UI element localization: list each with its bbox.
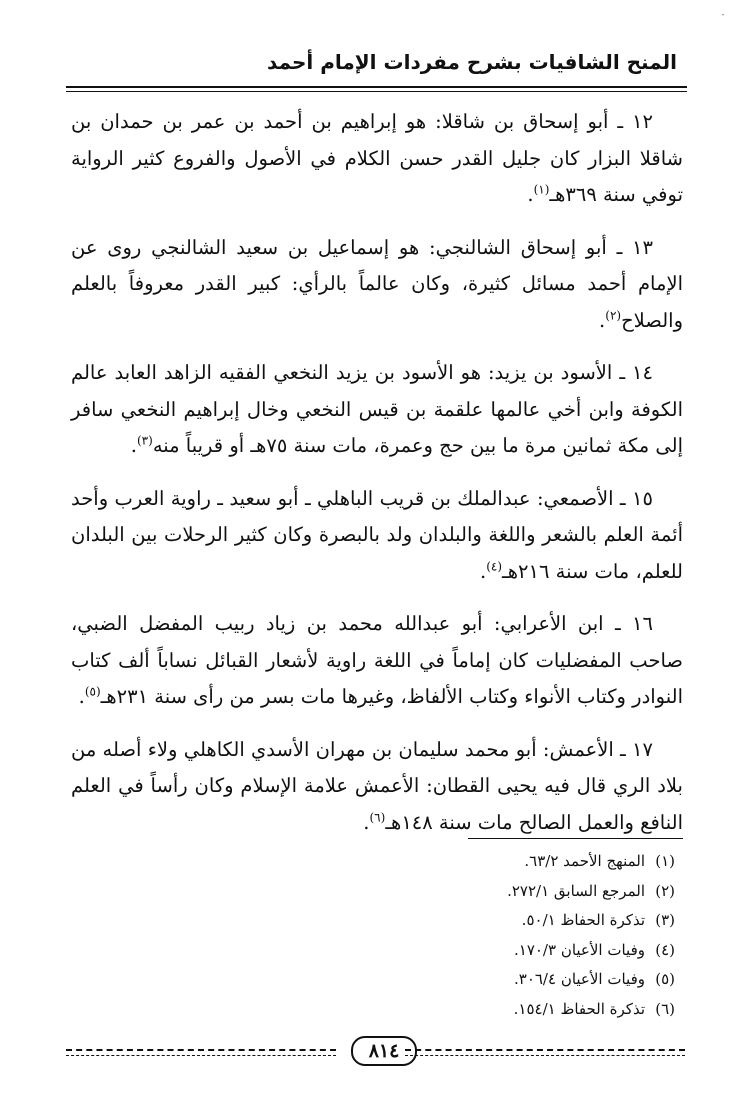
footnotes-list [75,847,675,1024]
footnote-number: (٦) [655,999,675,1018]
entry-text: ١٤ ـ الأسود بن يزيد: هو الأسود بن يزيد النخعي الفقيه الزاهد العابد عالم الكوفة وابن أخي عالمها علقمة بن قيس النخعي وخال إبراهيم النخعي سافر إلى مكة ثمانين مرة ما بين حج وعمرة، مات سنة ٧٥هـ أو قريباً منه [71,361,683,457]
footnote-item [75,877,675,907]
footnote-number: (٤) [655,940,675,959]
footnote-number: (٥) [655,970,675,988]
footer-dashed-rule-right-thin [405,1055,685,1056]
footnote-item [75,995,675,1025]
footer-dashed-rule-right [405,1049,685,1051]
page-number: ٨١٤ [351,1036,417,1066]
footer-dashed-rule-left [66,1049,336,1051]
footnote-item [75,847,675,877]
entry-end: . [479,559,487,583]
entry-text: ١٧ ـ الأعمش: أبو محمد سليمان بن مهران الأسدي الكاهلي ولاء أصله من بلاد الري قال فيه يحيى القطان: الأعمش علامة الإسلام وكان رأساً في العلم النافع والعمل الصالح مات سنة ١٤٨هـ [71,737,683,834]
footnote-number: (١) [655,852,675,870]
footer-ornament [66,1036,685,1066]
footnote-ref: (٦) [369,810,386,824]
footnote-text: وفيات الأعيان ١٧٠/٣. [513,940,645,959]
entry-text: ١٣ ـ أبو إسحاق الشالنجي: هو إسماعيل بن سعيد الشالنجي روى عن الإمام أحمد مسائل كثيرة، وكان عالماً بالرأي: كبير القدر معروفاً بالعلم والصلاح [71,235,683,332]
entry-end: . [527,183,534,206]
footnote-item [75,906,675,936]
footnote-text: تذكرة الحفاظ ١٥٤/١. [513,999,645,1018]
entry-end: . [130,434,137,457]
footnote-ref: (٤) [486,559,503,573]
corner-mark: · [721,8,725,22]
footnote-ref: (٣) [136,433,153,448]
entry-15 [71,481,683,591]
entry-14 [71,355,683,465]
header-rule [66,86,687,92]
footnote-text: المرجع السابق ٢٧٢/١. [507,881,645,900]
entry-end: . [78,685,85,708]
footnote-item [75,936,675,966]
running-title: المنح الشافيات بشرح مفردات الإمام أحمد [267,50,677,74]
entry-17 [71,732,683,842]
footnote-ref: (٥) [84,684,101,699]
entry-end: . [363,810,370,834]
footnote-item [75,965,675,995]
footnote-ref: (١) [533,182,550,197]
main-text [71,104,683,857]
footnote-rule [468,838,683,839]
entry-text: ١٦ ـ ابن الأعرابي: أبو عبدالله محمد بن زياد ربيب المفضل الضبي، صاحب المفضليات كان إماماً في اللغة راوية لأشعار القبائل نساباً ألف كتاب النوادر وكتاب الأنواء وكتاب الألفاظ، وغيرها مات بسر من رأى سنة ٢٣١هـ [71,612,683,708]
footnote-text: المنهج الأحمد ٦٣/٢. [524,852,645,870]
footnote-text: وفيات الأعيان ٣٠٦/٤. [513,970,645,988]
entry-13 [71,230,683,340]
entry-end: . [599,308,606,332]
footnote-number: (٢) [655,881,675,900]
entry-12 [71,104,683,214]
footnote-ref: (٢) [605,308,622,322]
entry-text: ١٥ ـ الأصمعي: عبدالملك بن قريب الباهلي ـ أبو سعيد ـ راوية العرب وأحد أئمة العلم بالشعر واللغة والبلدان ولد بالبصرة وكان كثير الرحلات بين البلدان للعلم، مات سنة ٢١٦هـ [71,486,683,583]
entry-text: ١٢ ـ أبو إسحاق بن شاقلا: هو إبراهيم بن أحمد بن عمر بن حمدان بن شاقلا البزار كان جليل القدر حسن الكلام في الأصول والفروع كثير الرواية توفي سنة ٣٦٩هـ [71,110,683,206]
footer-dashed-rule-left-thin [66,1055,336,1056]
footnote-text: تذكرة الحفاظ ٥٠/١. [521,911,645,929]
entry-16 [71,606,683,716]
footnote-number: (٣) [655,911,675,929]
